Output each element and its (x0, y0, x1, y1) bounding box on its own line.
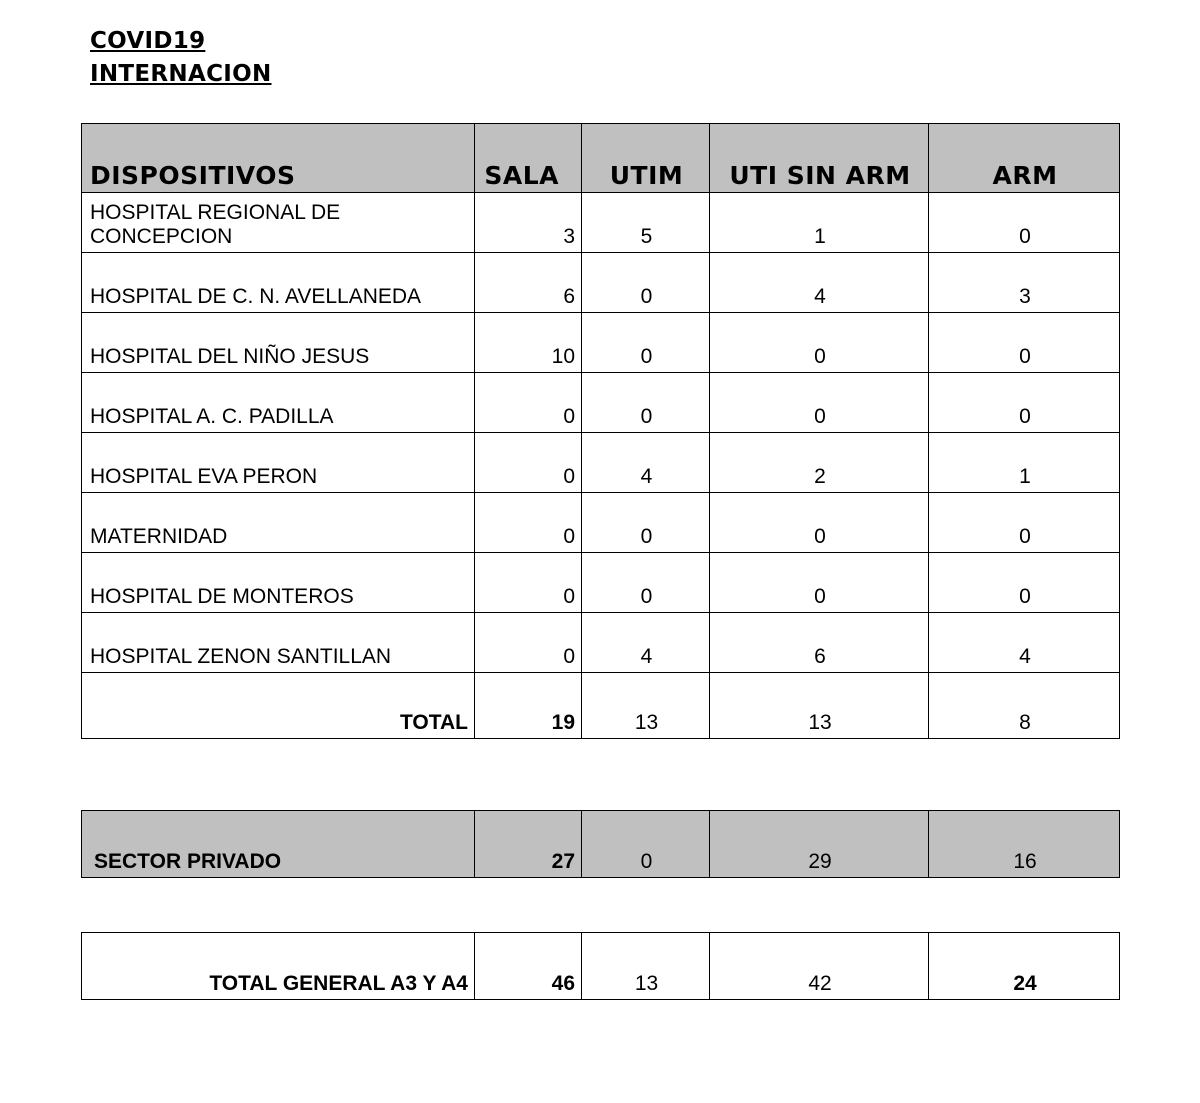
sala-value: 0 (475, 433, 582, 493)
sector-privado-arm: 16 (929, 811, 1120, 878)
sala-value: 10 (475, 313, 582, 373)
arm-value: 3 (929, 253, 1120, 313)
hospital-name: MATERNIDAD (82, 493, 475, 553)
total-general-row (82, 933, 1120, 1000)
utim-value: 0 (582, 553, 710, 613)
document-title: COVID19 (90, 28, 206, 54)
sala-value: 0 (475, 493, 582, 553)
header-dispositivos: DISPOSITIVOS (82, 124, 475, 193)
total-general-arm: 24 (929, 933, 1120, 1000)
utim-value: 5 (582, 193, 710, 253)
utim-value: 0 (582, 373, 710, 433)
total-general-table (81, 932, 1120, 1000)
sector-privado-sala: 27 (475, 811, 582, 878)
total-label: TOTAL (82, 673, 475, 739)
table-row (82, 193, 1120, 253)
header-uti-sin-arm: UTI SIN ARM (710, 124, 929, 193)
arm-value: 0 (929, 493, 1120, 553)
table-row (82, 433, 1120, 493)
table-row (82, 613, 1120, 673)
sector-privado-utim: 0 (582, 811, 710, 878)
uti-sin-arm-value: 2 (710, 433, 929, 493)
sala-value: 3 (475, 193, 582, 253)
hospital-table (81, 123, 1120, 739)
header-arm: ARM (929, 124, 1120, 193)
hospital-name: HOSPITAL DE MONTEROS (82, 553, 475, 613)
hospital-name: HOSPITAL EVA PERON (82, 433, 475, 493)
document-subtitle: INTERNACION (90, 61, 272, 87)
table-row (82, 493, 1120, 553)
arm-value: 1 (929, 433, 1120, 493)
uti-sin-arm-value: 0 (710, 493, 929, 553)
table-row (82, 553, 1120, 613)
sala-value: 0 (475, 553, 582, 613)
header-sala: SALA (475, 124, 582, 193)
hospital-name: HOSPITAL DEL NIÑO JESUS (82, 313, 475, 373)
total-general-label: TOTAL GENERAL A3 Y A4 (82, 933, 475, 1000)
arm-value: 4 (929, 613, 1120, 673)
uti-sin-arm-value: 1 (710, 193, 929, 253)
sector-privado-row (82, 811, 1120, 878)
hospital-name: HOSPITAL A. C. PADILLA (82, 373, 475, 433)
hospital-name: HOSPITAL DE C. N. AVELLANEDA (82, 253, 475, 313)
table-row (82, 313, 1120, 373)
header-row (82, 124, 1120, 193)
utim-value: 4 (582, 433, 710, 493)
arm-value: 0 (929, 193, 1120, 253)
uti-sin-arm-value: 0 (710, 553, 929, 613)
total-sala: 19 (475, 673, 582, 739)
total-general-utim: 13 (582, 933, 710, 1000)
header-utim: UTIM (582, 124, 710, 193)
sector-privado-uti-sin-arm: 29 (710, 811, 929, 878)
arm-value: 0 (929, 553, 1120, 613)
hospital-name: HOSPITAL REGIONAL DE CONCEPCION (82, 193, 475, 253)
total-row (82, 673, 1120, 739)
hospital-name: HOSPITAL ZENON SANTILLAN (82, 613, 475, 673)
utim-value: 4 (582, 613, 710, 673)
total-utim: 13 (582, 673, 710, 739)
total-general-sala: 46 (475, 933, 582, 1000)
arm-value: 0 (929, 373, 1120, 433)
sala-value: 0 (475, 613, 582, 673)
table-row (82, 253, 1120, 313)
uti-sin-arm-value: 0 (710, 313, 929, 373)
utim-value: 0 (582, 313, 710, 373)
table-row (82, 373, 1120, 433)
total-uti-sin-arm: 13 (710, 673, 929, 739)
sala-value: 0 (475, 373, 582, 433)
utim-value: 0 (582, 493, 710, 553)
total-general-uti-sin-arm: 42 (710, 933, 929, 1000)
sector-privado-table (81, 810, 1120, 878)
uti-sin-arm-value: 0 (710, 373, 929, 433)
arm-value: 0 (929, 313, 1120, 373)
uti-sin-arm-value: 4 (710, 253, 929, 313)
uti-sin-arm-value: 6 (710, 613, 929, 673)
utim-value: 0 (582, 253, 710, 313)
sala-value: 6 (475, 253, 582, 313)
total-arm: 8 (929, 673, 1120, 739)
sector-privado-label: SECTOR PRIVADO (82, 811, 475, 878)
